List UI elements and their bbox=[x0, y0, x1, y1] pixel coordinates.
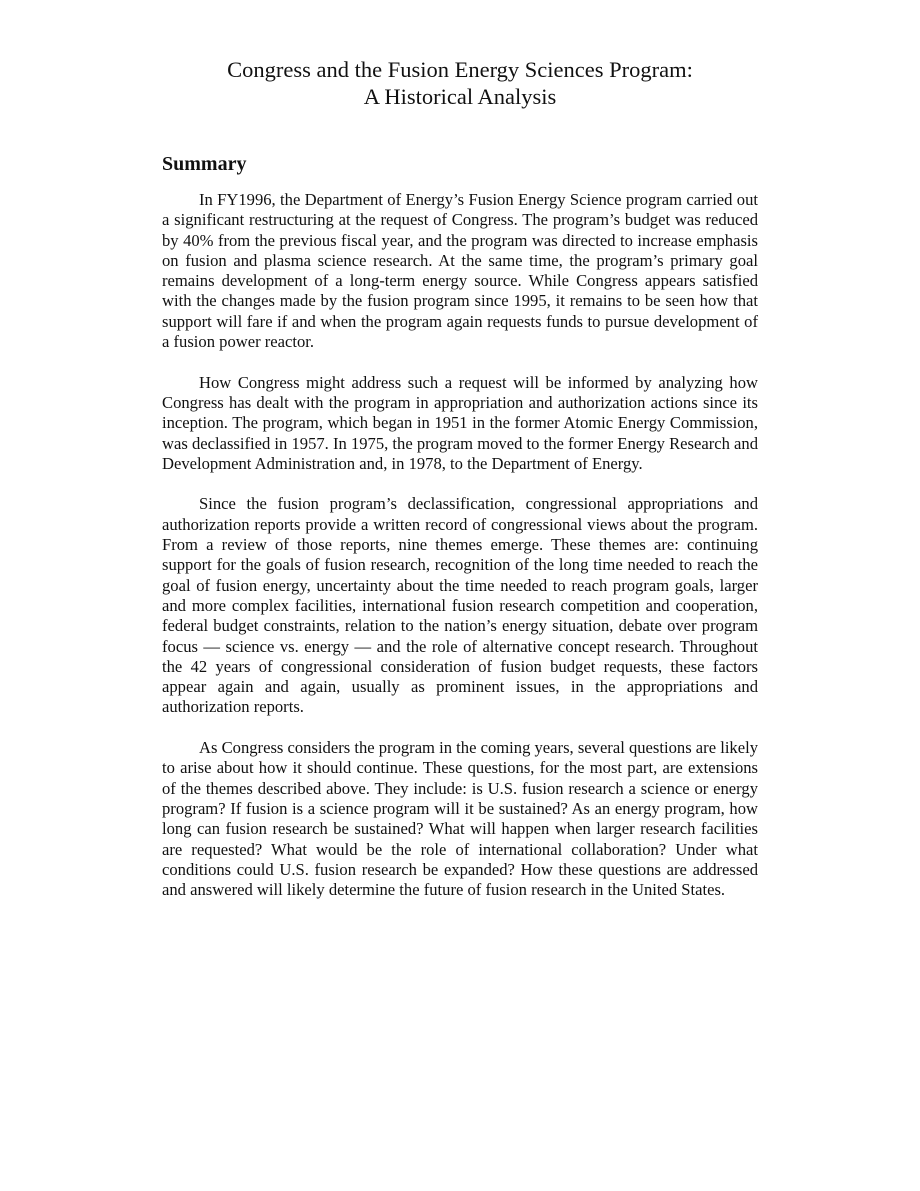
document-title bbox=[162, 56, 758, 110]
paragraph-2: How Congress might address such a request will be informed by analyzing how Congress has dealt with the program in appropriation and authorization actions since its inception. The program, which began in 1951 in the former Atomic Energy Commission, was declassified in 1957. In 1975, the program moved to the former Energy Research and Development Administration and, in 1978, to the Department of Energy. bbox=[162, 372, 758, 473]
summary-body bbox=[162, 190, 758, 900]
title-line-2: A Historical Analysis bbox=[363, 84, 557, 109]
document-page bbox=[162, 56, 758, 921]
paragraph-3: Since the fusion program’s declassification, congressional appropriations and authorization reports provide a written record of congressional views about the program. From a review of those reports, nine themes emerge. These themes are: continuing support for the goals of fusion research, recognition of the long time needed to reach the goal of fusion energy, uncertainty about the time needed to reach program goals, larger and more complex facilities, international fusion research competition and cooperation, federal budget constraints, relation to the nation’s energy situation, debate over program focus — science vs. energy — and the role of alternative concept research. Throughout the 42 years of congressional consideration of fusion budget requests, these factors appear again and again, usually as prominent issues, in the appropriations and authorization reports. bbox=[162, 494, 758, 717]
section-heading: Summary bbox=[162, 153, 247, 175]
paragraph-4: As Congress considers the program in the coming years, several questions are likely to arise about how it should continue. These questions, for the most part, are extensions of the themes described above. They include: is U.S. fusion research a science or energy program? If fusion is a science program will it be sustained? As an energy program, how long can fusion research be sustained? What will happen when larger research facilities are requested? What would be the role of international collaboration? Under what conditions could U.S. fusion research be expanded? How these questions are addressed and answered will likely determine the future of fusion research in the United States. bbox=[162, 738, 758, 900]
title-line-1: Congress and the Fusion Energy Sciences Program: bbox=[227, 57, 693, 82]
paragraph-1: In FY1996, the Department of Energy’s Fusion Energy Science program carried out a significant restructuring at the request of Congress. The program’s budget was reduced by 40% from the previous fiscal year, and the program was directed to increase emphasis on fusion and plasma science research. At the same time, the program’s primary goal remains development of a long-term energy source. While Congress appears satisfied with the changes made by the fusion program since 1995, it remains to be seen how that support will fare if and when the program again requests funds to pursue development of a fusion power reactor. bbox=[162, 190, 758, 352]
